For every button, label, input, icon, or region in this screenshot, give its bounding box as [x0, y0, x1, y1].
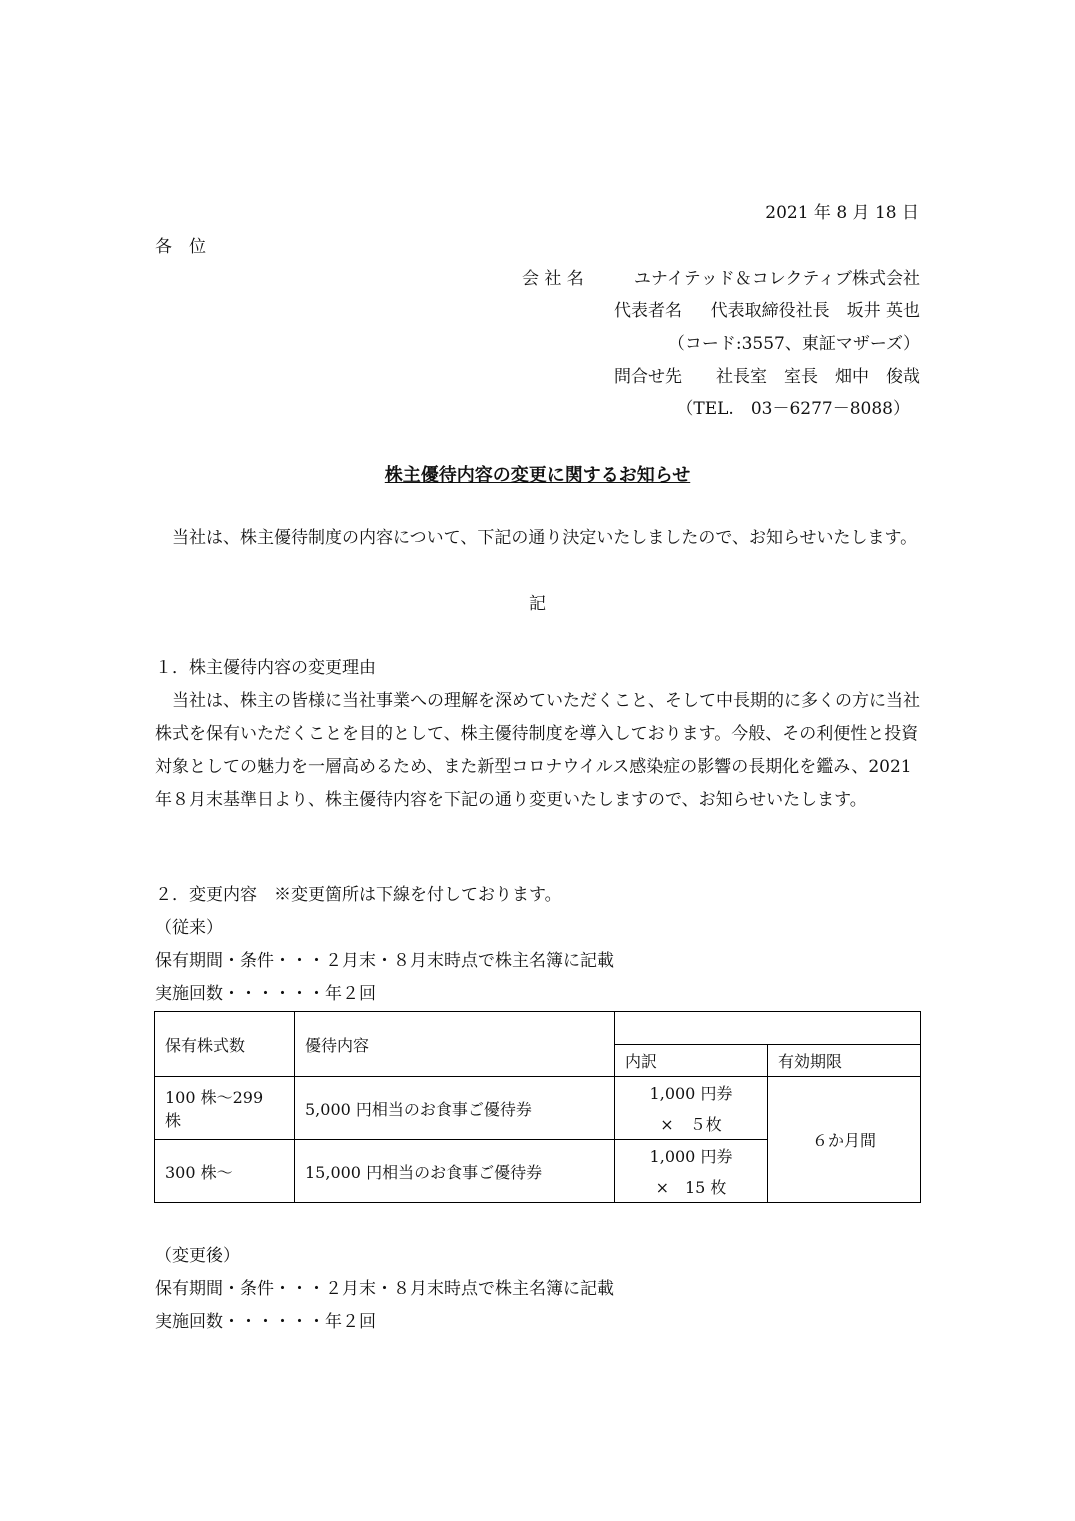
row1-shares: 100 株～299 株	[155, 1077, 295, 1140]
representative-label: 代表者名	[614, 301, 682, 321]
row1-breakdown-line1: 1,000 円券	[615, 1077, 768, 1109]
header-content: 優待内容	[295, 1012, 615, 1077]
section1-body: 当社は、株主の皆様に当社事業への理解を深めていただくこと、そして中長期的に多くの方に当社株式を保有いただくことを目的として、株主優待制度を導入しております。今般、その利便性と投資対象としての魅力を一層高めるため、また新型コロナウイルス感染症の影響の長期化を鑑み、2021 年８月末基準日より、株主優待内容を下記の通り変更いたしますので、お知らせいたします。	[155, 691, 920, 810]
document-date: 2021 年 8 月 18 日	[765, 203, 919, 223]
benefit-table	[154, 1011, 921, 1203]
row2-breakdown-line1: 1,000 円券	[615, 1140, 768, 1172]
document-title: 株主優待内容の変更に関するお知らせ	[384, 465, 691, 486]
validity-cell: ６か月間	[768, 1077, 921, 1203]
row2-breakdown-line2: × 15 枚	[615, 1171, 768, 1203]
after-label: （変更後）	[155, 1246, 240, 1266]
company-name-label: 会 社 名	[522, 269, 584, 289]
header-shares: 保有株式数	[155, 1012, 295, 1077]
before-label: （従来）	[155, 918, 223, 938]
section1-heading: １．株主優待内容の変更理由	[155, 658, 376, 678]
before-frequency: 実施回数・・・・・・年２回	[155, 984, 376, 1004]
contact-value: 社長室 室長 畑中 俊哉	[716, 367, 920, 387]
header-validity: 有効期限	[768, 1045, 921, 1077]
contact-label: 問合せ先	[614, 367, 682, 387]
addressee: 各 位	[155, 237, 206, 257]
intro-paragraph: 当社は、株主優待制度の内容について、下記の通り決定いたしましたので、お知らせいたします。	[172, 528, 918, 548]
stock-code: （コード:3557、東証マザーズ）	[667, 334, 920, 354]
header-spacer	[615, 1012, 921, 1045]
after-frequency: 実施回数・・・・・・年２回	[155, 1312, 376, 1332]
row2-content: 15,000 円相当のお食事ご優待券	[295, 1140, 615, 1203]
contact-tel: （TEL. 03－6277－8088）	[676, 399, 910, 419]
header-breakdown: 内訳	[615, 1045, 768, 1077]
representative-value: 代表取締役社長 坂井 英也	[710, 301, 920, 321]
table-row	[155, 1077, 921, 1109]
before-condition: 保有期間・条件・・・２月末・８月末時点で株主名簿に記載	[155, 951, 614, 971]
row1-breakdown-line2: × ５枚	[615, 1108, 768, 1140]
after-condition: 保有期間・条件・・・２月末・８月末時点で株主名簿に記載	[155, 1279, 614, 1299]
row2-shares: 300 株～	[155, 1140, 295, 1203]
company-name-value: ユナイテッド＆コレクティブ株式会社	[633, 269, 920, 289]
row1-content: 5,000 円相当のお食事ご優待券	[295, 1077, 615, 1140]
ki-mark: 記	[529, 594, 546, 614]
table-header-row	[155, 1012, 921, 1045]
section2-heading: ２．変更内容 ※変更箇所は下線を付しております。	[155, 885, 562, 905]
